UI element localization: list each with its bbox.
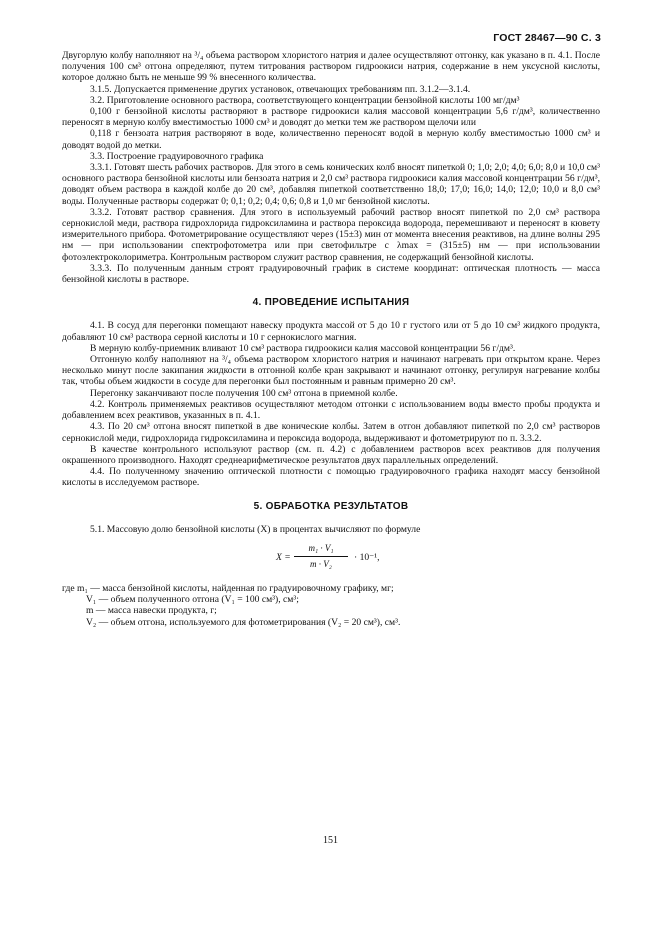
- document-body: [62, 50, 600, 628]
- paragraph: 0,118 г бензоата натрия растворяют в воде, количественно переносят водой в мерную колбу вместимостью 1000 см³ и доводят водой до метки.: [62, 128, 600, 151]
- section3-text: [62, 50, 600, 285]
- formula: [62, 543, 600, 575]
- definition-line: V₂ — объем отгона, используемого для фотометрирования (V₂ = 20 см³), см³.: [86, 616, 401, 628]
- paragraph: 3.1.5. Допускается применение других установок, отвечающих требованиям пп. 3.1.2—3.1.4.: [90, 83, 471, 95]
- definition-line: m — масса навески продукта, г;: [86, 605, 217, 617]
- section4-title: 4. ПРОВЕДЕНИЕ ИСПЫТАНИЯ: [252, 297, 410, 309]
- paragraph: 3.2. Приготовление основного раствора, соответствующего концентрации бензойной кислоты 100 мг/дм³: [90, 94, 520, 106]
- paragraph: 4.3. По 20 см³ отгона вносят пипеткой в две конические колбы. Затем в отгон добавляют пипеткой по 2,0 см³ растворов сернокислой меди, гидрохлорида гидроксиламина и пероксида водорода, выдерживают и фотометрируют по п. 3.3.2.: [62, 421, 600, 444]
- page-header: ГОСТ 28467—90 С. 3: [493, 32, 601, 44]
- formula-lhs: X =: [276, 551, 291, 563]
- paragraph: 3.3.3. По полученным данным строят градуировочный график в системе координат: оптическая плотность — масса бензойной кислоты в растворе.: [62, 262, 600, 286]
- paragraph: В мерную колбу-приемник вливают 10 см³ раствора гидроокиси калия массовой концентрации 56 г/дм³.: [90, 342, 516, 354]
- paragraph: Перегонку заканчивают после получения 100 см³ отгона в приемной колбе.: [90, 387, 398, 399]
- section4-text: [62, 320, 600, 488]
- section5-title: 5. ОБРАБОТКА РЕЗУЛЬТАТОВ: [253, 500, 409, 512]
- paragraph: 4.1. В сосуд для перегонки помещают навеску продукта массой от 5 до 10 г густого или от 5 до 10 см³ жидкого продукта, добавляют 10 см³ раствора серной кислоты и 10 г сернокислого магния.: [62, 320, 600, 343]
- paragraph: 3.3.1. Готовят шесть рабочих растворов. Для этого в семь конических колб вносят пипеткой 0; 1,0; 2,0; 4,0; 6,0; 8,0 и 10,0 см³ основного раствора бензойной кислоты или бензоата натрия и 2,0 см³ раствора гидроокиси калия массовой концентрации 56 г/дм³, доводят объем раствора в каждой колбе до 20 см³, добавляя пипеткой соответственно 18,0; 17,0; 16,0; 14,0; 12,0; 10,0 и 8,0 см³ воды. Полученные растворы содержат 0; 0,1; 0,2; 0,4; 0,6; 0,8 и 1,0 мг бензойной кислоты.: [62, 162, 600, 207]
- definition-line: где m₁ — масса бензойной кислоты, найденная по градуировочному графику, мг;: [62, 582, 394, 594]
- formula-rhs: · 10⁻¹,: [354, 551, 380, 563]
- paragraph: 3.3. Построение градуировочного графика: [90, 150, 264, 162]
- definition-line: V₁ — объем полученного отгона (V₁ = 100 см³), см³;: [86, 594, 299, 606]
- formula-denominator: m · V₂: [310, 559, 332, 570]
- paragraph-5-1: 5.1. Массовую долю бензойной кислоты (X) в процентах вычисляют по формуле: [90, 523, 421, 535]
- paragraph: 4.4. По полученному значению оптической плотности с помощью градуировочного графика находят массу бензойной кислоты в исследуемом растворе.: [62, 466, 600, 489]
- formula-fraction: [294, 543, 348, 570]
- paragraph: 0,100 г бензойной кислоты растворяют в растворе гидроокиси калия массовой концентрации 5,6 г/дм³, количественно переносят в мерную колбу вместимостью 1000 см³ и доводят до метки тем же раствором щелочи или: [62, 106, 600, 129]
- paragraph: 3.3.2. Готовят раствор сравнения. Для этого в используемый рабочий раствор вносят пипеткой по 2,0 см³ раствора сернокислой меди, раствора гидрохлорида гидроксиламина и раствора пероксида водорода, перемешивают и переносят в кювету измерительного прибора. Фотометрирование осуществляют через (15±3) мин от момента внесения реактивов, на длине волны 295 нм — при использовании спектрофотометра или при светофильтре с λmax = (315±5) нм — при использовании фотоэлектроколориметра. Контрольным раствором служит раствор сравнения, не содержащий бензойной кислоты.: [62, 206, 600, 263]
- formula-numerator: m₁ · V₁: [294, 543, 348, 557]
- paragraph: 4.2. Контроль применяемых реактивов осуществляют методом отгонки с использованием воды вместо пробы продукта и добавлением всех реактивов, указанных в п. 4.1.: [62, 398, 600, 422]
- page-number: 151: [323, 835, 338, 846]
- formula-definitions: [62, 583, 600, 628]
- paragraph: Двугорлую колбу наполняют на ³/₄ объема раствором хлористого натрия и далее осуществляют отгонку, как указано в п. 4.1. После получения 100 см³ отгона определяют, путем титрования раствором гидроокиси натрия, содержание в нем уксусной кислоты, которое должно быть не меньше 99 % внесенного количества.: [62, 50, 600, 84]
- paragraph: В качестве контрольного используют раствор (см. п. 4.2) с добавлением растворов всех реактивов для получения окрашенного производного. Находят среднеарифметическое результатов двух параллельных определений.: [62, 443, 600, 466]
- paragraph: Отгонную колбу наполняют на ³/₄ объема раствором хлористого натрия и начинают нагревать при открытом кране. Через несколько минут после закипания жидкости в отгонной колбе кран закрывают и начинают отгонку, регулируя нагревание колбы так, чтобы объем жидкости в сосуде для перегонки был постоянным и равным примерно 20 см³.: [62, 354, 600, 388]
